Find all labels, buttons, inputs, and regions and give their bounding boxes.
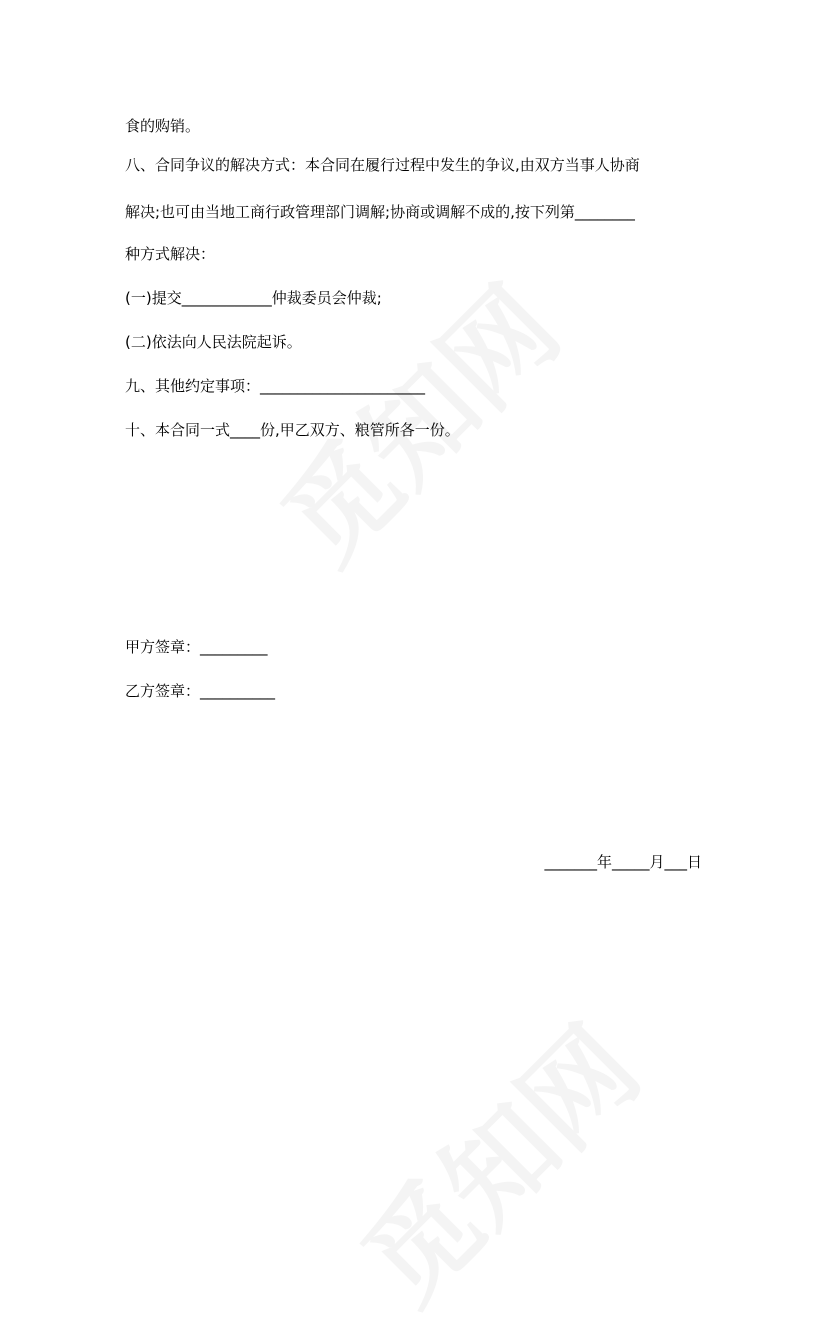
paragraph-line: 食的购销。 — [125, 117, 201, 135]
paragraph-line: (一)提交____________仲裁委员会仲裁; — [125, 289, 382, 307]
paragraph-line: 九、其他约定事项：______________________ — [125, 377, 426, 395]
party-b-signature: 乙方签章：__________ — [125, 682, 276, 700]
paragraph-line: (二)依法向人民法院起诉。 — [125, 333, 302, 351]
watermark — [322, 986, 667, 1331]
paragraph-line: 解决;也可由当地工商行政管理部门调解;协商或调解不成的,按下列第________ — [125, 203, 635, 221]
paragraph-line: 种方式解决： — [125, 245, 216, 263]
paragraph-line: 十、本合同一式____份,甲乙双方、粮管所各一份。 — [125, 421, 460, 439]
party-a-signature: 甲方签章：_________ — [125, 638, 268, 656]
paragraph-line: 八、合同争议的解决方式：本合同在履行过程中发生的争议,由双方当事人协商 — [125, 156, 640, 174]
signing-date: _______年_____月___日 — [544, 853, 702, 871]
